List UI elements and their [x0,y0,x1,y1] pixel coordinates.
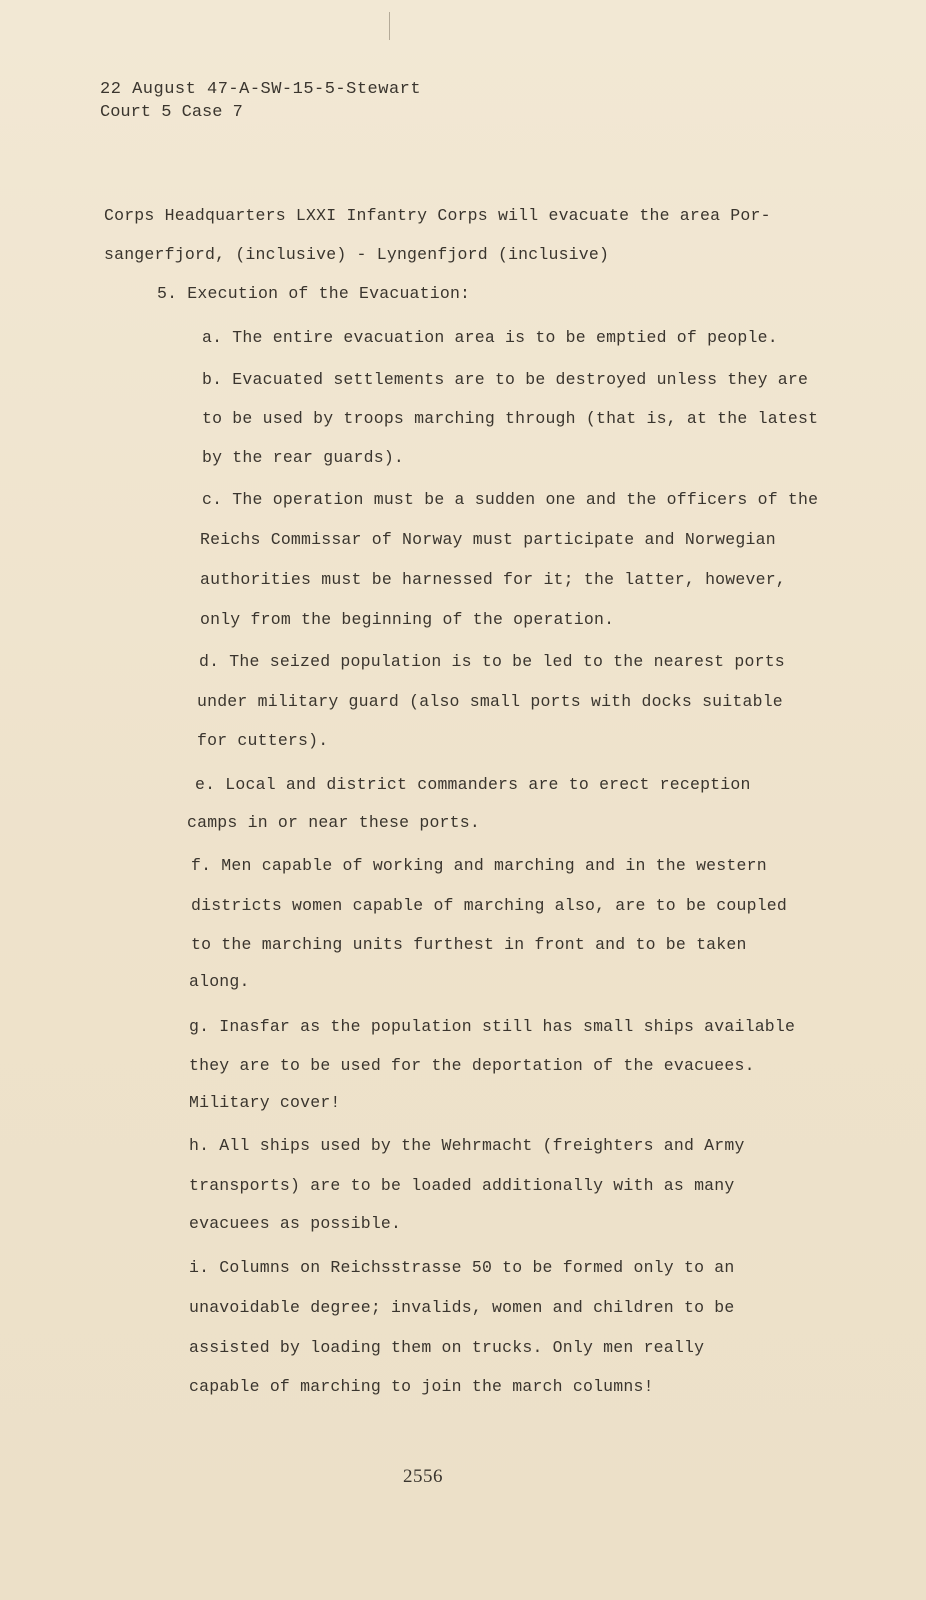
page-number: 2556 [403,1466,443,1487]
item-c-line: c. The operation must be a sudden one and the officers of the [202,490,819,509]
item-c-line: Reichs Commissar of Norway must participate and Norwegian [200,530,776,549]
item-i-line: unavoidable degree; invalids, women and children to be [189,1298,735,1317]
item-h-line: h. All ships used by the Wehrmacht (freighters and Army [189,1136,745,1155]
item-d-line: for cutters). [197,731,329,750]
item-i-line: capable of marching to join the march columns! [189,1377,654,1396]
header-court-case: Court 5 Case 7 [100,103,243,122]
section-heading: 5. Execution of the Evacuation: [157,284,471,303]
item-f-line: f. Men capable of working and marching and in the western [191,856,767,875]
item-g-line: g. Inasfar as the population still has small ships available [189,1017,796,1036]
intro-line: sangerfjord, (inclusive) - Lyngenfjord (inclusive) [104,245,610,264]
item-a-line: a. The entire evacuation area is to be emptied of people. [202,328,778,347]
item-b-line: b. Evacuated settlements are to be destroyed unless they are [202,370,809,389]
item-h-line: evacuees as possible. [189,1214,402,1233]
item-f-line: to the marching units furthest in front and to be taken [191,935,747,954]
item-i-line: assisted by loading them on trucks. Only men really [189,1338,705,1357]
item-b-line: to be used by troops marching through (that is, at the latest [202,409,819,428]
margin-mark [389,12,390,40]
intro-line: Corps Headquarters LXXI Infantry Corps will evacuate the area Por- [104,206,771,225]
item-g-line: Military cover! [189,1093,341,1112]
item-c-line: only from the beginning of the operation. [200,610,615,629]
item-h-line: transports) are to be loaded additionally with as many [189,1176,735,1195]
item-g-line: they are to be used for the deportation of the evacuees. [189,1056,755,1075]
item-f-line: along. [189,972,250,991]
item-c-line: authorities must be harnessed for it; the latter, however, [200,570,786,589]
item-d-line: d. The seized population is to be led to the nearest ports [199,652,785,671]
item-e-line: e. Local and district commanders are to erect reception [195,775,751,794]
item-b-line: by the rear guards). [202,448,405,467]
item-f-line: districts women capable of marching also, are to be coupled [191,896,787,915]
item-d-line: under military guard (also small ports with docks suitable [197,692,783,711]
item-i-line: i. Columns on Reichsstrasse 50 to be formed only to an [189,1258,735,1277]
item-e-line: camps in or near these ports. [187,813,480,832]
header-date-reference: 22 August 47-A-SW-15-5-Stewart [100,80,422,99]
document-header [100,78,421,124]
